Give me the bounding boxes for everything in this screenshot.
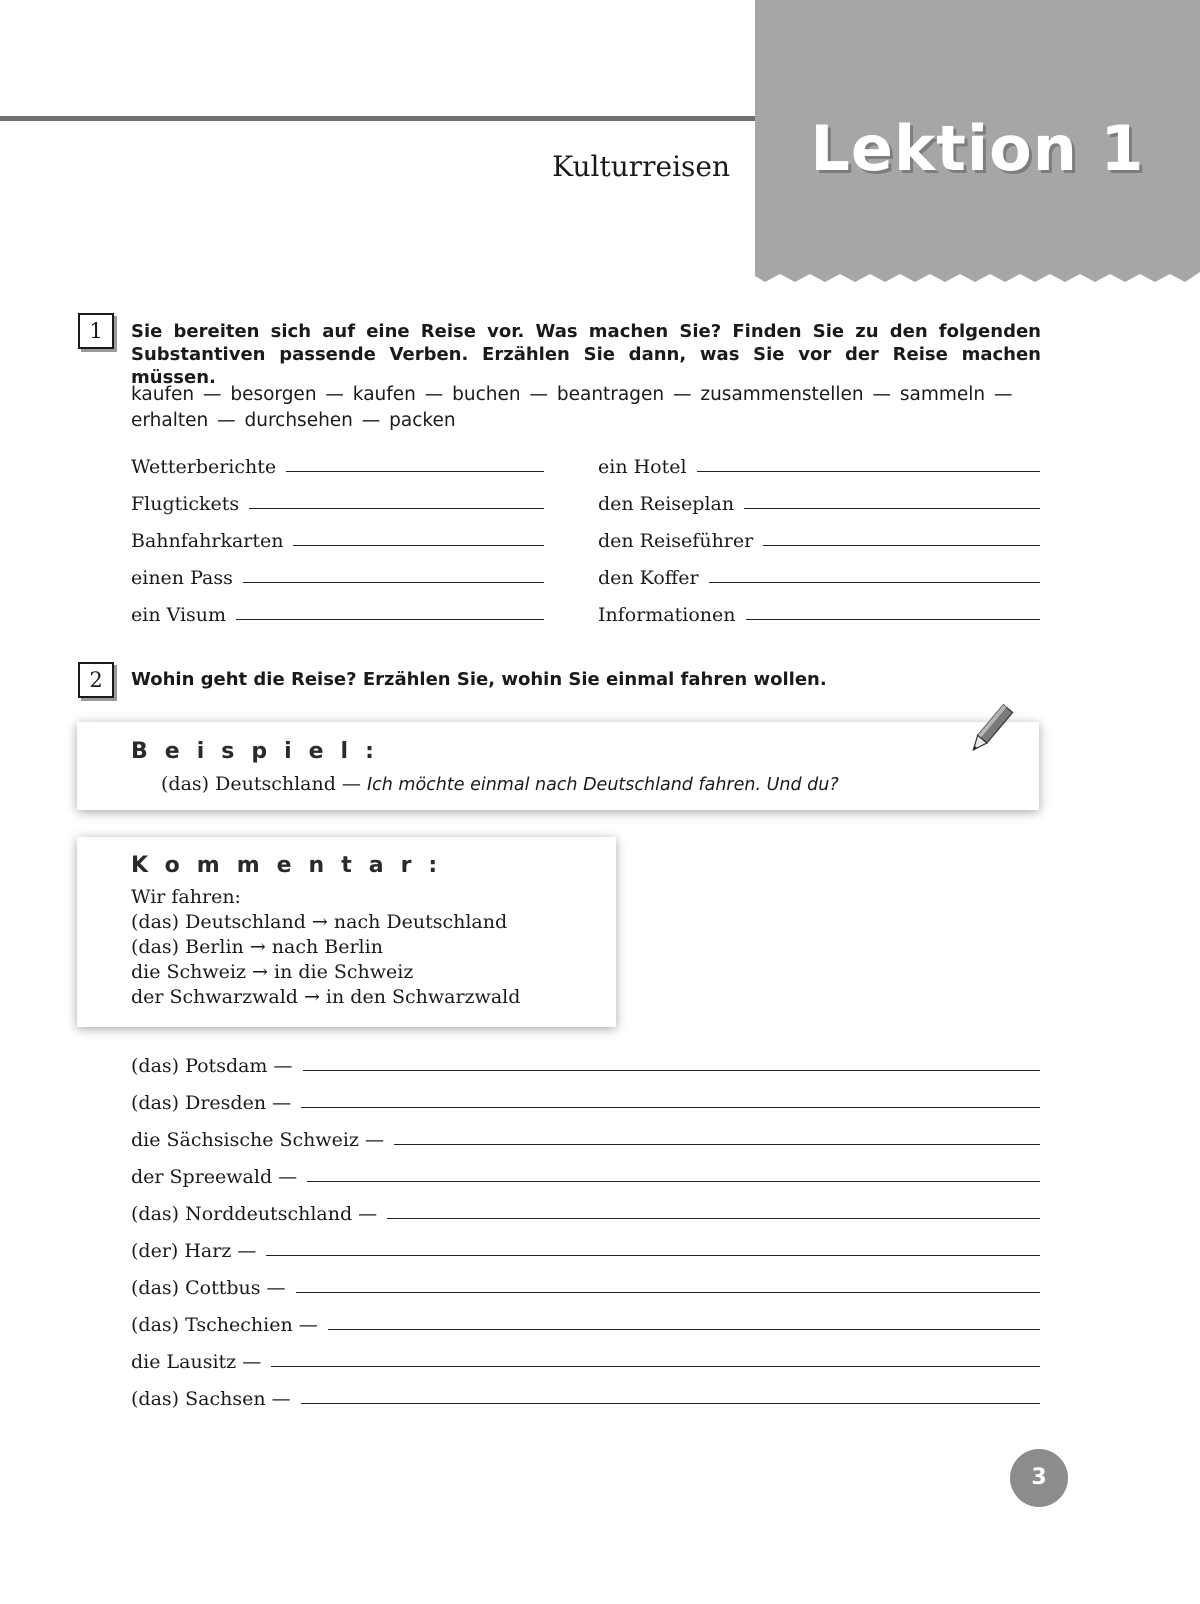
fill-in-label: Informationen: [598, 604, 736, 626]
header-rule: [0, 116, 756, 121]
example-prefix: (das) Deutschland —: [161, 773, 361, 795]
answer-line[interactable]: [293, 545, 544, 546]
comment-box: [77, 837, 616, 1027]
answer-line[interactable]: [744, 508, 1040, 509]
fill-in-label: der Spreewald —: [131, 1166, 298, 1188]
fill-in-row: [131, 596, 544, 626]
fill-in-row: [131, 448, 544, 478]
exercise-number: 2: [78, 662, 114, 698]
lesson-title: Lektion 1: [810, 112, 1145, 185]
comment-line: (das) Deutschland → nach Deutschland: [131, 911, 508, 933]
fill-in-row: [598, 448, 1040, 478]
fill-in-label: den Reiseführer: [598, 530, 754, 552]
answer-line[interactable]: [301, 1107, 1040, 1108]
chapter-title: Kulturreisen: [552, 150, 730, 183]
fill-in-label: Bahnfahrkarten: [131, 530, 284, 552]
example-heading: Beispiel:: [131, 739, 391, 764]
fill-in-row: [131, 559, 544, 589]
fill-in-row: [131, 1084, 1040, 1114]
fill-in-row: [131, 1269, 1040, 1299]
fill-in-label: (das) Potsdam —: [131, 1055, 293, 1077]
answer-line[interactable]: [243, 582, 544, 583]
answer-line[interactable]: [763, 545, 1040, 546]
fill-in-label: ein Visum: [131, 604, 227, 626]
example-text: [161, 772, 839, 798]
fill-in-label: (das) Sachsen —: [131, 1388, 291, 1410]
fill-in-row: [131, 1232, 1040, 1262]
fill-in-label: die Sächsische Schweiz —: [131, 1129, 385, 1151]
page-number: 3: [1010, 1449, 1068, 1507]
fill-in-row: [131, 1121, 1040, 1151]
answer-line[interactable]: [266, 1255, 1040, 1256]
exercise-number: 1: [78, 313, 114, 349]
fill-in-row: [131, 1306, 1040, 1336]
answer-line[interactable]: [296, 1292, 1040, 1293]
fill-in-label: (das) Dresden —: [131, 1092, 292, 1114]
comment-line: (das) Berlin → nach Berlin: [131, 936, 383, 958]
fill-in-row: [131, 1047, 1040, 1077]
word-bank: kaufen — besorgen — kaufen — buchen — beantragen — zusammenstellen — sammeln — erhalten — durchsehen — packen: [131, 384, 1013, 431]
fill-in-row: [598, 485, 1040, 515]
fill-in-label: den Koffer: [598, 567, 699, 589]
answer-line[interactable]: [236, 619, 544, 620]
answer-line[interactable]: [303, 1070, 1041, 1071]
fill-in-row: [131, 485, 544, 515]
answer-line[interactable]: [301, 1403, 1040, 1404]
answer-line[interactable]: [249, 508, 544, 509]
example-sentence: Ich möchte einmal nach Deutschland fahren. Und du?: [366, 775, 839, 795]
fill-in-label: Flugtickets: [131, 493, 240, 515]
fill-in-label: die Lausitz —: [131, 1351, 262, 1373]
fill-in-label: einen Pass: [131, 567, 233, 589]
fill-in-row: [131, 1380, 1040, 1410]
fill-in-row: [131, 1158, 1040, 1188]
fill-in-row: [131, 1343, 1040, 1373]
answer-line[interactable]: [271, 1366, 1040, 1367]
fill-in-row: [598, 559, 1040, 589]
exercise-instruction: Wohin geht die Reise? Erzählen Sie, wohin Sie einmal fahren wollen.: [131, 669, 827, 690]
answer-line[interactable]: [286, 471, 544, 472]
fill-in-label: Wetterberichte: [131, 456, 277, 478]
fill-in-row: [598, 522, 1040, 552]
fill-in-label: (das) Cottbus —: [131, 1277, 286, 1299]
comment-line: der Schwarzwald → in den Schwarzwald: [131, 986, 521, 1008]
answer-line[interactable]: [697, 471, 1040, 472]
fill-in-row: [131, 522, 544, 552]
pencil-icon: [965, 700, 1015, 760]
comment-heading: Kommentar:: [131, 853, 455, 878]
answer-line[interactable]: [709, 582, 1040, 583]
comment-line: die Schweiz → in die Schweiz: [131, 961, 414, 983]
fill-in-label: (der) Harz —: [131, 1240, 257, 1262]
comment-lines: [131, 885, 520, 1010]
fill-in-label: ein Hotel: [598, 456, 687, 478]
answer-line[interactable]: [307, 1181, 1040, 1182]
comment-line: Wir fahren:: [131, 886, 241, 908]
fill-in-row: [131, 1195, 1040, 1225]
exercise-instruction: Sie bereiten sich auf eine Reise vor. Was machen Sie? Finden Sie zu den folgenden Substantiven passende Verben. Erzählen Sie dann, was Sie vor der Reise machen müssen.: [131, 321, 1041, 388]
lesson-tab: [755, 0, 1200, 285]
fill-in-label: (das) Tschechien —: [131, 1314, 318, 1336]
answer-line[interactable]: [394, 1144, 1040, 1145]
fill-in-row: [598, 596, 1040, 626]
answer-line[interactable]: [746, 619, 1040, 620]
answer-line[interactable]: [387, 1218, 1040, 1219]
fill-in-label: (das) Norddeutschland —: [131, 1203, 378, 1225]
answer-line[interactable]: [328, 1329, 1040, 1330]
fill-in-label: den Reiseplan: [598, 493, 735, 515]
example-box: [77, 722, 1039, 810]
